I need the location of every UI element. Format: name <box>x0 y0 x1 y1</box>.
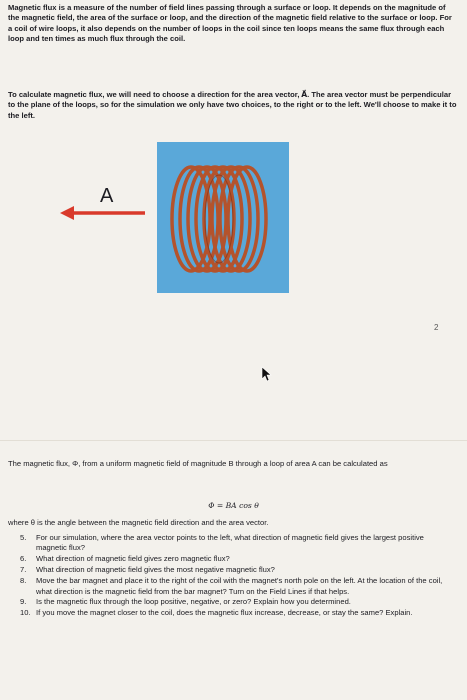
area-vector-arrowhead <box>60 206 74 220</box>
question-number: 10. <box>20 608 31 618</box>
area-vector-paragraph: To calculate magnetic flux, we will need to choose a direction for the area vector, A⃗. The area vector must be perpendicular to the plane of the loops, so for the simulation we only have two choices, to the right or to the left. We'll choose to make it to the left. <box>8 90 457 120</box>
question-text: If you move the magnet closer to the coil, does the magnetic flux increase, decrease, or stay the same? Explain. <box>36 608 413 618</box>
question-number: 8. <box>20 576 27 586</box>
intro-paragraph: Magnetic flux is a measure of the number of field lines passing through a surface or loop. It depends on the magnitude of the magnetic field, the area of the surface or loop, and the direction of the magnetic field relative to the surface or loop. For a coil of wire loops, it also depends on the number of loops in the coil since ten loops means the same flux through each loop and ten times as much flux through the coil. <box>8 3 452 44</box>
question-text: What direction of magnetic field gives the most negative magnetic flux? <box>36 565 275 575</box>
question-number: 9. <box>20 597 27 607</box>
question-item <box>20 565 448 575</box>
mouse-cursor-icon <box>261 366 273 382</box>
page-number: 2 <box>434 323 439 332</box>
question-number: 6. <box>20 554 27 564</box>
question-text: Move the bar magnet and place it to the right of the coil with the magnet's north pole on the left. At the location of the coil, what direction is the magnetic field from the bar magnet? Turn on the Field Lines if that helps. <box>36 576 443 596</box>
flux-formula: Φ = BA cos θ <box>208 501 259 510</box>
question-item <box>20 554 448 564</box>
question-text: For our simulation, where the area vector points to the left, what direction of magnetic field gives the largest positive magnetic flux? <box>36 533 424 553</box>
divider <box>0 440 467 441</box>
question-item <box>20 597 448 607</box>
question-number: 5. <box>20 533 27 542</box>
question-text: What direction of magnetic field gives zero magnetic flux? <box>36 554 230 564</box>
question-list <box>20 533 448 619</box>
question-item <box>20 576 448 597</box>
question-item <box>20 533 448 554</box>
question-number: 7. <box>20 565 27 575</box>
question-item <box>20 608 448 618</box>
question-text: Is the magnetic flux through the loop positive, negative, or zero? Explain how you determined. <box>36 597 351 607</box>
theta-definition: where θ is the angle between the magnetic field direction and the area vector. <box>8 518 269 527</box>
coil-figure-art <box>0 0 467 300</box>
area-vector-label: A <box>100 185 114 207</box>
flux-intro: The magnetic flux, Φ, from a uniform magnetic field of magnitude B through a loop of area A can be calculated as <box>8 459 388 468</box>
wire-coil <box>172 167 266 271</box>
